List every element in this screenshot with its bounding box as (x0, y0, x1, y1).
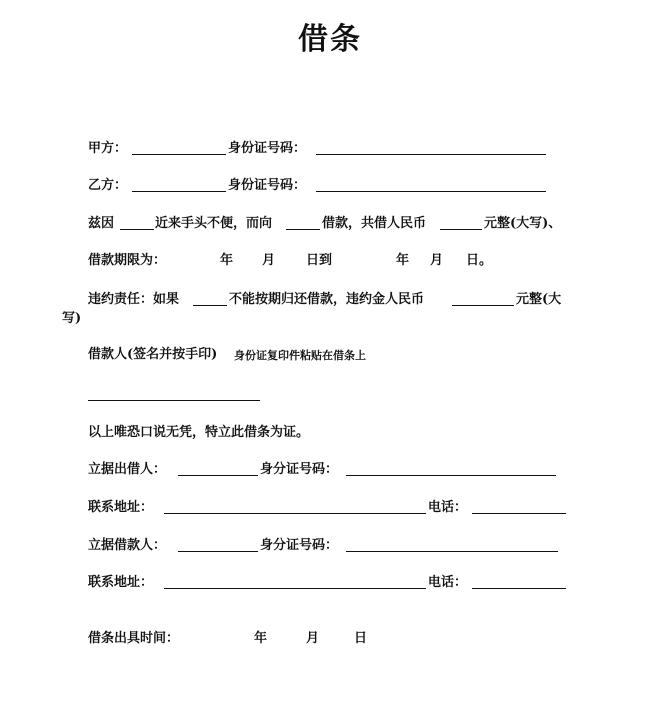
borrower-sign-label: 借款人(签名并按手印) (88, 347, 218, 362)
start-day-label: 日到 (306, 253, 333, 268)
document-title: 借条 (298, 22, 362, 57)
borrower-id-field[interactable] (346, 551, 558, 552)
borrower-id-label: 身分证号码： (260, 538, 339, 553)
penalty-amount-field[interactable] (452, 305, 514, 306)
party-a-id-field[interactable] (316, 154, 546, 155)
party-b-name-field[interactable] (132, 191, 226, 192)
party-b-id-label: 身份证号码： (228, 178, 307, 193)
issue-year-label: 年 (254, 631, 268, 646)
reason-text: 近来手头不便，而向 (155, 216, 273, 231)
lender-name-blank[interactable] (286, 229, 320, 230)
reason-blank[interactable] (120, 229, 154, 230)
lender-name-field[interactable] (178, 475, 258, 476)
lender-id-field[interactable] (346, 475, 556, 476)
lender-phone-field[interactable] (472, 513, 566, 514)
party-a-name-field[interactable] (132, 154, 226, 155)
borrower-address-label: 联系地址： (88, 575, 154, 590)
loan-period-label: 借款期限为： (88, 253, 167, 268)
lender-id-label: 身分证号码： (260, 462, 339, 477)
start-month-label: 月 (262, 253, 276, 268)
party-b-label: 乙方： (88, 178, 128, 193)
loan-amount-text: 借款，共借人民币 (322, 216, 427, 231)
breach-label: 违约责任：如果 (88, 292, 180, 307)
party-a-id-label: 身份证号码： (228, 141, 307, 156)
issue-day-label: 日 (354, 631, 368, 646)
breach-party-blank[interactable] (193, 305, 227, 306)
breach-text: 不能按期归还借款，违约金人民币 (229, 292, 425, 307)
penalty-unit-wrap: 写) (62, 311, 82, 326)
borrower-address-field[interactable] (164, 588, 426, 589)
end-day-label: 日。 (466, 253, 493, 268)
issue-month-label: 月 (306, 631, 320, 646)
start-year-label: 年 (220, 253, 234, 268)
borrower-phone-label: 电话： (428, 575, 468, 590)
id-copy-note: 身份证复印件粘贴在借条上 (234, 349, 366, 362)
party-b-id-field[interactable] (316, 191, 546, 192)
penalty-unit-text: 元整(大 (516, 292, 562, 307)
borrower-name-field[interactable] (178, 551, 258, 552)
lender-label: 立据出借人： (88, 462, 167, 477)
loan-amount-field[interactable] (440, 229, 482, 230)
borrower-signature-field[interactable] (88, 400, 260, 401)
end-year-label: 年 (396, 253, 410, 268)
issue-date-label: 借条出具时间： (88, 631, 180, 646)
reason-prefix: 兹因 (88, 216, 115, 231)
attestation-text: 以上唯恐口说无凭，特立此借条为证。 (88, 425, 310, 440)
end-month-label: 月 (430, 253, 444, 268)
lender-phone-label: 电话： (428, 500, 468, 515)
borrower-label: 立据借款人： (88, 538, 167, 553)
borrower-phone-field[interactable] (472, 588, 566, 589)
lender-address-field[interactable] (164, 513, 426, 514)
lender-address-label: 联系地址： (88, 500, 154, 515)
party-a-label: 甲方： (88, 141, 128, 156)
amount-unit-text: 元整(大写)、 (484, 216, 562, 231)
